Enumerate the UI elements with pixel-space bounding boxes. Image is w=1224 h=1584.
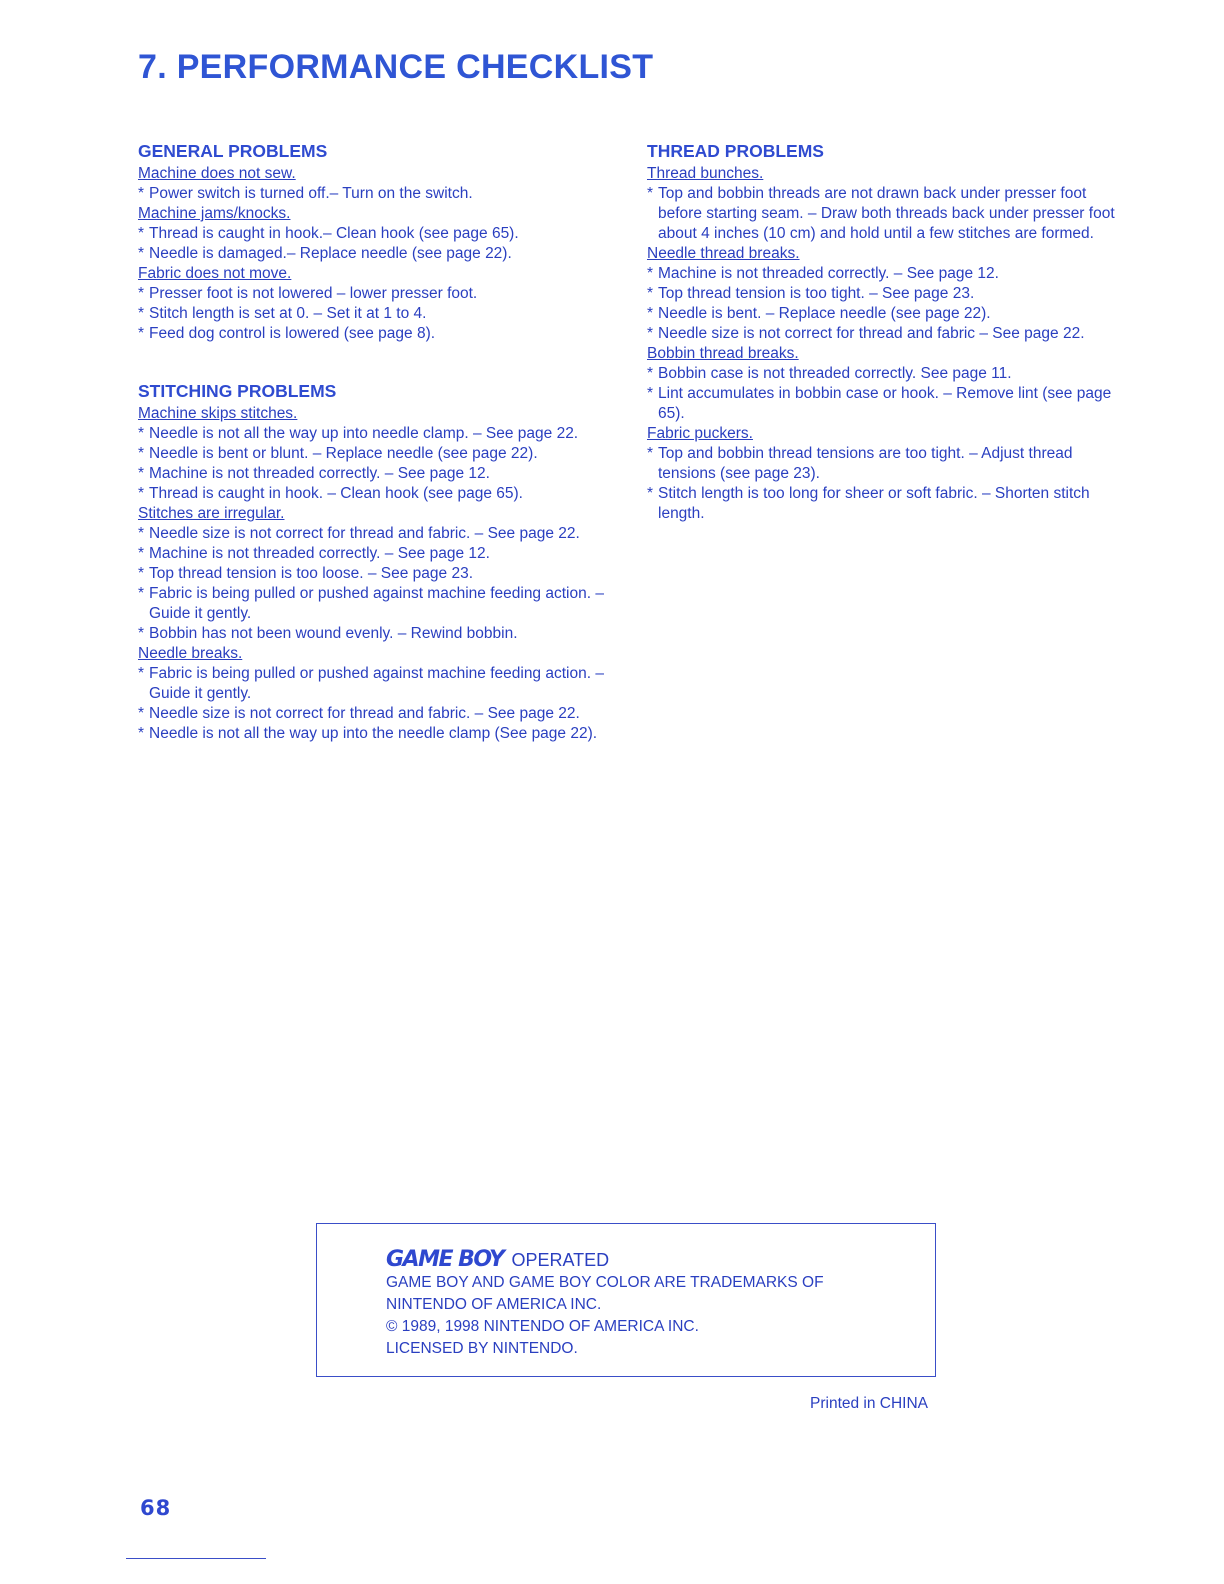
checklist-item (647, 484, 1117, 524)
checklist-item (138, 184, 618, 204)
checklist-item-text: Feed dog control is lowered (see page 8). (149, 325, 436, 342)
checklist-item (138, 304, 618, 324)
checklist-item-text: Needle size is not correct for thread and fabric – See page 22. (658, 325, 1085, 342)
checklist-item (647, 384, 1117, 424)
bullet-marker: * (138, 665, 145, 682)
checklist-item-text: Power switch is turned off.– Turn on the switch. (149, 185, 473, 202)
license-line: NINTENDO OF AMERICA INC. (386, 1296, 602, 1313)
checklist-item-text: Needle is damaged.– Replace needle (see page 22). (149, 245, 512, 262)
checklist-item (138, 464, 618, 484)
bullet-marker: * (647, 485, 654, 502)
checklist-item (138, 244, 618, 264)
problem-section (647, 138, 1117, 524)
bullet-marker: * (138, 585, 145, 602)
section-title: GENERAL PROBLEMS (138, 141, 328, 161)
license-content (386, 1244, 824, 1360)
bullet-marker: * (138, 625, 145, 642)
checklist-item (647, 324, 1117, 344)
checklist-item (647, 184, 1117, 244)
checklist-item (138, 704, 618, 724)
checklist-item (647, 364, 1117, 384)
bullet-marker: * (647, 325, 654, 342)
bullet-marker: * (138, 325, 145, 342)
brand-suffix: OPERATED (511, 1250, 610, 1270)
bullet-marker: * (138, 725, 145, 742)
checklist-item-text: Stitch length is set at 0. – Set it at 1 to 4. (149, 305, 427, 322)
right-column (647, 138, 1117, 524)
problem-section (138, 378, 618, 744)
problem-heading: Bobbin thread breaks. (647, 345, 799, 362)
checklist-item-text: Needle size is not correct for thread and fabric. – See page 22. (149, 705, 580, 722)
checklist-item (138, 284, 618, 304)
checklist-item (138, 484, 618, 504)
bullet-marker: * (647, 185, 654, 202)
checklist-item (138, 224, 618, 244)
checklist-item-text: Stitch length is too long for sheer or soft fabric. – Shorten stitch length. (658, 485, 1090, 522)
bullet-marker: * (138, 225, 145, 242)
checklist-item-text: Fabric is being pulled or pushed against machine feeding action. – Guide it gently. (149, 665, 604, 702)
checklist-item (138, 444, 618, 464)
bullet-marker: * (647, 445, 654, 462)
checklist-item (647, 444, 1117, 484)
checklist-item (138, 664, 618, 704)
checklist-item (647, 264, 1117, 284)
problem-heading: Machine skips stitches. (138, 405, 298, 422)
bullet-marker: * (138, 525, 145, 542)
bullet-marker: * (138, 465, 145, 482)
license-line: LICENSED BY NINTENDO. (386, 1340, 578, 1357)
checklist-item-text: Presser foot is not lowered – lower presser foot. (149, 285, 478, 302)
bullet-marker: * (138, 285, 145, 302)
footer-rule (126, 1558, 266, 1559)
checklist-item (138, 424, 618, 444)
checklist-item-text: Needle is bent. – Replace needle (see page 22). (658, 305, 991, 322)
problem-heading: Machine jams/knocks. (138, 205, 291, 222)
checklist-item (138, 724, 618, 744)
checklist-item-text: Thread is caught in hook.– Clean hook (see page 65). (149, 225, 519, 242)
section-title: THREAD PROBLEMS (647, 141, 824, 161)
bullet-marker: * (647, 365, 654, 382)
checklist-item-text: Machine is not threaded correctly. – See page 12. (658, 265, 999, 282)
bullet-marker: * (138, 305, 145, 322)
checklist-item-text: Thread is caught in hook. – Clean hook (see page 65). (149, 485, 523, 502)
checklist-item-text: Top thread tension is too loose. – See page 23. (149, 565, 474, 582)
checklist-item-text: Bobbin has not been wound evenly. – Rewind bobbin. (149, 625, 518, 642)
problem-heading: Fabric puckers. (647, 425, 753, 442)
checklist-item-text: Lint accumulates in bobbin case or hook. – Remove lint (see page 65). (658, 385, 1112, 422)
problem-section (138, 138, 618, 344)
problem-heading: Needle breaks. (138, 645, 243, 662)
checklist-item-text: Top and bobbin thread tensions are too tight. – Adjust thread tensions (see page 23). (658, 445, 1073, 482)
bullet-marker: * (647, 285, 654, 302)
bullet-marker: * (138, 445, 145, 462)
bullet-marker: * (138, 545, 145, 562)
bullet-marker: * (647, 265, 654, 282)
problem-heading: Stitches are irregular. (138, 505, 285, 522)
license-notice-box (316, 1223, 936, 1377)
checklist-item-text: Machine is not threaded correctly. – See page 12. (149, 545, 490, 562)
checklist-item-text: Fabric is being pulled or pushed against machine feeding action. – Guide it gently. (149, 585, 604, 622)
checklist-item-text: Bobbin case is not threaded correctly. See page 11. (658, 365, 1012, 382)
page-title: 7. PERFORMANCE CHECKLIST (138, 48, 654, 86)
left-column (138, 138, 618, 744)
problem-heading: Needle thread breaks. (647, 245, 800, 262)
bullet-marker: * (138, 705, 145, 722)
bullet-marker: * (138, 245, 145, 262)
checklist-item-text: Top and bobbin threads are not drawn back under presser foot before starting seam. – Draw both threads back under presser foot about 4 inches (10 cm) and hold until a few stitches are formed. (658, 185, 1115, 242)
checklist-item-text: Needle is bent or blunt. – Replace needle (see page 22). (149, 445, 538, 462)
problem-heading: Machine does not sew. (138, 165, 296, 182)
page-number: 68 (140, 1496, 172, 1520)
bullet-marker: * (138, 185, 145, 202)
checklist-item-text: Top thread tension is too tight. – See page 23. (658, 285, 975, 302)
checklist-item (138, 564, 618, 584)
license-line: © 1989, 1998 NINTENDO OF AMERICA INC. (386, 1318, 699, 1335)
checklist-item-text: Machine is not threaded correctly. – See page 12. (149, 465, 490, 482)
brand-line (386, 1244, 824, 1272)
checklist-item (138, 524, 618, 544)
checklist-item (138, 324, 618, 344)
printed-in-note: Printed in CHINA (810, 1395, 929, 1412)
checklist-item (138, 584, 618, 624)
problem-heading: Fabric does not move. (138, 265, 292, 282)
bullet-marker: * (647, 305, 654, 322)
checklist-item-text: Needle is not all the way up into needle clamp. – See page 22. (149, 425, 579, 442)
bullet-marker: * (138, 565, 145, 582)
checklist-item-text: Needle size is not correct for thread and fabric. – See page 22. (149, 525, 580, 542)
section-title: STITCHING PROBLEMS (138, 381, 337, 401)
checklist-item (138, 624, 618, 644)
checklist-item (138, 544, 618, 564)
bullet-marker: * (138, 425, 145, 442)
problem-heading: Thread bunches. (647, 165, 764, 182)
checklist-item (647, 304, 1117, 324)
bullet-marker: * (647, 385, 654, 402)
license-line: GAME BOY AND GAME BOY COLOR ARE TRADEMARKS OF (386, 1274, 824, 1291)
checklist-item-text: Needle is not all the way up into the needle clamp (See page 22). (149, 725, 598, 742)
bullet-marker: * (138, 485, 145, 502)
checklist-item (647, 284, 1117, 304)
game-boy-logo: GAME BOY (386, 1247, 504, 1272)
